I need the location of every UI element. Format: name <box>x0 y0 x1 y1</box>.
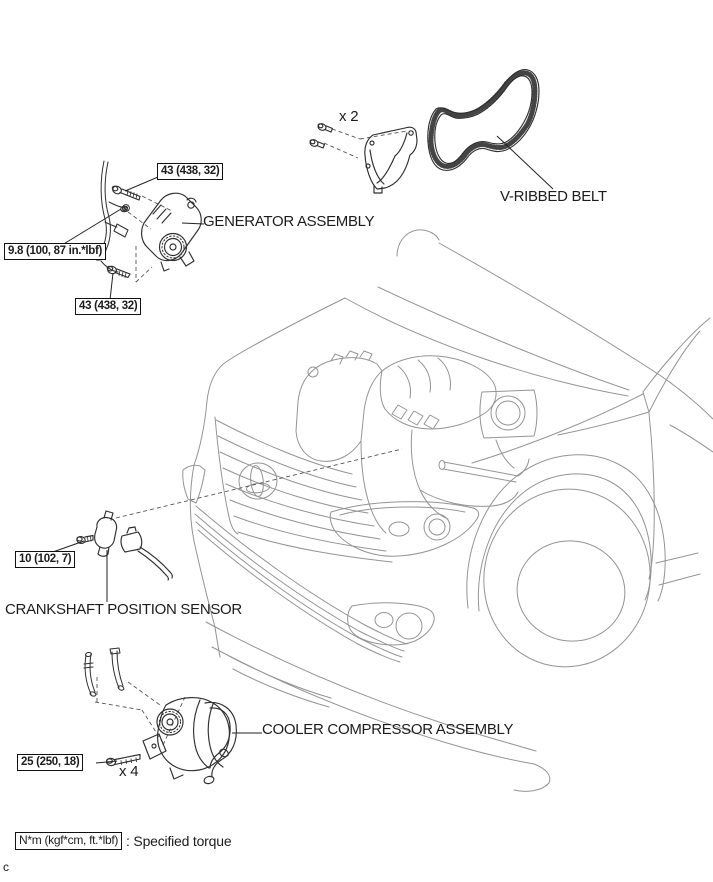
generator-terminal-nut <box>121 206 127 211</box>
compressor-hoses-art <box>84 648 125 697</box>
belt-cover-bolt-1 <box>317 123 332 132</box>
torque-label-compressor-bolts: 25 (250, 18) <box>17 754 83 771</box>
part-label-crankshaft-sensor: CRANKSHAFT POSITION SENSOR <box>5 601 242 618</box>
belt-cover-art <box>365 127 417 193</box>
generator-art <box>142 193 202 271</box>
torque-label-generator-bolt-top: 43 (438, 32) <box>157 163 223 180</box>
footer-note: c <box>3 860 9 874</box>
generator-bolt-top <box>111 185 140 200</box>
toyota-emblem <box>237 461 279 501</box>
part-label-compressor: COOLER COMPRESSOR ASSEMBLY <box>262 721 514 738</box>
torque-label-generator-bolt-bottom: 43 (438, 32) <box>75 298 141 315</box>
parts-art <box>76 70 539 785</box>
torque-unit-meaning: : Specified torque <box>126 832 232 849</box>
torque-legend <box>15 832 231 850</box>
quantity-label-belt-cover-bolts: x 2 <box>339 108 359 125</box>
v-ribbed-belt-art <box>428 70 539 171</box>
torque-unit-box: N*m (kgf*cm, ft.*lbf) <box>15 832 122 850</box>
torque-label-generator-terminal-nut: 9.8 (100, 87 in.*lbf) <box>4 243 106 260</box>
crankshaft-sensor-art <box>76 511 172 580</box>
belt-cover-bolt-2 <box>309 139 324 148</box>
quantity-label-compressor-bolts: x 4 <box>119 763 139 780</box>
generator-bolt-bottom <box>107 265 130 278</box>
part-label-v-ribbed-belt: V-RIBBED BELT <box>500 188 607 205</box>
part-label-generator: GENERATOR ASSEMBLY <box>203 213 375 230</box>
torque-label-sensor-bolt: 10 (102, 7) <box>15 551 75 568</box>
compressor-art <box>143 698 236 785</box>
car-outline-art <box>183 230 713 791</box>
